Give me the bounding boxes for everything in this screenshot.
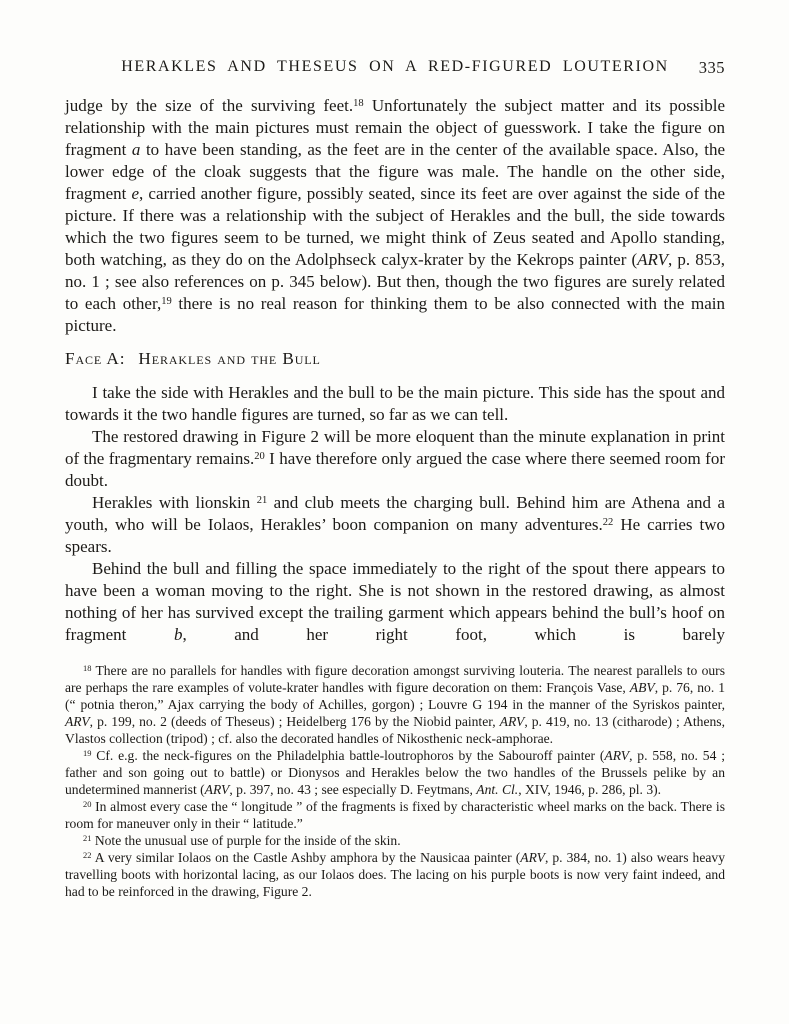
footnote-marker: 19	[161, 296, 172, 308]
section-heading-label: Face A:	[65, 349, 126, 368]
page-content	[65, 58, 725, 900]
running-header	[65, 58, 725, 80]
paragraph-behind-the-bull: Behind the bull and filling the space immediately to the right of the spout there appears to have been a woman moving to the right. She is not shown in the restored drawing, as almost nothing of her has survived except the trailing garment which appears behind the bull’s hoof on fragment b, and her right foot, which is barely	[65, 559, 726, 644]
footnote-marker: 18	[353, 98, 364, 110]
footnote-marker: 22	[83, 850, 92, 861]
paragraph-herakles-lionskin: Herakles with lionskin $^{21}$ and club meets the charging bull. Behind him are Athena and a youth, who will be Iolaos, Herakles’ boon companion on many adventures.$^{22}$ He carries two spears.	[65, 493, 726, 556]
paragraph-main-picture: I take the side with Herakles and the bull to be the main picture. This side has the spout and towards it the two handle figures are turned, so far as we can tell.	[65, 383, 725, 424]
footnote-marker: 19	[83, 748, 92, 759]
page-number: 335	[698, 58, 725, 77]
footnote-marker: 22	[602, 517, 614, 529]
footnote-marker: 18	[83, 663, 92, 674]
footnote-20: $^{20}$ In almost every case the “ longitude ” of the fragments is fixed by characteristic wheel marks on the back. There is room for maneuver only in their “ latitude.”	[65, 799, 725, 831]
footnote-21: $^{21}$ Note the unusual use of purple for the inside of the skin.	[83, 833, 401, 848]
footnote-18: $^{18}$ There are no parallels for handles with figure decoration amongst surviving louteria. The nearest parallels to ours are perhaps the rare examples of volute-krater handles with figure decoration on them: François Vase, ABV, p. 76, no. 1 (“ potnia theron,” Ajax carrying the body of Achilles, gorgon) ; Louvre G 194 in the manner of the Syriskos painter, ARV, p. 199, no. 2 (deeds of Theseus) ; Heidelberg 176 by the Niobid painter, ARV, p. 419, no. 13 (citharode) ; Athens, Vlastos collection (tripod) ; cf. also the decorated handles of Nikosthenic neck-amphorae.	[65, 663, 725, 746]
footnotes	[65, 662, 725, 900]
footnote-marker: 20	[83, 799, 92, 810]
section-heading-title: Herakles and the Bull	[138, 349, 321, 368]
paragraph-restored-drawing: The restored drawing in Figure 2 will be more eloquent than the minute explanation in print of the fragmentary remains.$^{20}$ I have therefore only argued the case where there seemed room for doubt.	[65, 427, 725, 490]
footnote-marker: 21	[256, 495, 268, 507]
footnote-marker: 20	[254, 451, 265, 463]
paragraph-continuation: judge by the size of the surviving feet.$^{18}$ Unfortunately the subject matter and its possible relationship with the main pictures must remain the object of guesswork. I take the figure on fragment a to have been standing, as the feet are in the center of the available space. Also, the lower edge of the cloak suggests that the figure was male. The handle on the other side, fragment e, carried another figure, possibly seated, since its feet are over against the side of the picture. If there was a relationship with the subject of Herakles and the bull, the side towards which the two figures seem to be turned, we might think of Zeus seated and Apollo standing, both watching, as they do on the Adolphseck calyx-krater by the Kekrops painter (ARV, p. 853, no. 1 ; see also references on p. 345 below). But then, though the two figures are surely related to each other,$^{19}$ there is no real reason for thinking them to be also connected with the main picture.	[65, 96, 726, 335]
footnote-22: $^{22}$ A very similar Iolaos on the Castle Ashby amphora by the Nausicaa painter (ARV, p. 384, no. 1) also wears heavy travelling boots with horizontal lacing, as our Iolaos does. The lacing on his purple boots is now very faint indeed, and had to be reinforced in the drawing, Figure 2.	[65, 850, 726, 899]
footnote-marker: 21	[83, 833, 92, 844]
article-body	[65, 95, 725, 646]
section-heading	[65, 348, 725, 370]
running-header-title: HERAKLES AND THESEUS ON A RED-FIGURED LOUTERION	[121, 58, 669, 75]
footnote-19: $^{19}$ Cf. e.g. the neck-figures on the Philadelphia battle-loutrophoros by the Sabouroff painter (ARV, p. 558, no. 54 ; father and son going out to battle) or Dionysos and Herakles below the two handles of the Brussels pelike by an undetermined mannerist (ARV, p. 397, no. 43 ; see especially D. Feytmans, Ant. Cl., XIV, 1946, p. 286, pl. 3).	[65, 748, 725, 797]
